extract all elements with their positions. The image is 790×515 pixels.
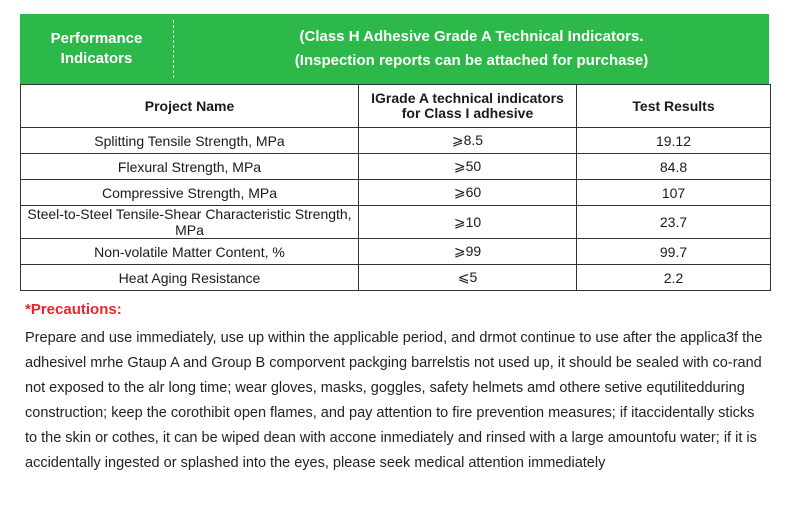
col-indicator-line1: IGrade A technical indicators <box>371 90 564 106</box>
spec-table <box>20 84 771 291</box>
row-indicator: ⩾60 <box>359 180 577 206</box>
precautions-title: *Precautions: <box>25 301 122 318</box>
table-row <box>21 206 771 239</box>
header-title-line2: (Inspection reports can be attached for purchase) <box>294 52 649 69</box>
row-indicator: ⩾8.5 <box>359 128 577 154</box>
row-name: Heat Aging Resistance <box>21 265 359 291</box>
table-header-row <box>21 85 771 128</box>
performance-indicators-label <box>20 14 173 84</box>
row-result: 23.7 <box>577 206 771 239</box>
col-project-name: Project Name <box>21 85 359 128</box>
row-name: Splitting Tensile Strength, MPa <box>21 128 359 154</box>
row-name: Non-volatile Matter Content, % <box>21 239 359 265</box>
performance-header <box>20 14 769 84</box>
table-row <box>21 239 771 265</box>
header-left-line2: Indicators <box>60 50 133 67</box>
row-result: 19.12 <box>577 128 771 154</box>
row-indicator: ⩽5 <box>359 265 577 291</box>
col-indicator-line2: for Class I adhesive <box>401 105 534 121</box>
col-test-results: Test Results <box>577 85 771 128</box>
header-title-line1: (Class H Adhesive Grade A Technical Indicators. <box>299 28 644 45</box>
header-left-line1: Performance <box>50 30 143 47</box>
col-indicator <box>359 85 577 128</box>
header-title <box>174 14 769 84</box>
row-name: Steel-to-Steel Tensile-Shear Characteristic Strength, MPa <box>21 206 359 239</box>
precautions-text: Prepare and use immediately, use up within the applicable period, and drmot continue to use after the applica3f the adhesivel mrhe Gtaup A and Group B comporvent packging barrelstis not used up, it should be sealed with co-rand not exposed to the alr long time; wear gloves, masks, goggles, safety helmets amd othere setive equtilitedduring construction; keep the corothibit open flames, and pay attention to fire prevention measures; if itaccidentally sticks to the skin or cothes, it can be wiped dean with accone inmediately and rinsed with a large amountofu water; if it is accidentally ingested or splashed into the eyes, please seek medical attention immediately <box>25 330 763 471</box>
row-name: Compressive Strength, MPa <box>21 180 359 206</box>
row-result: 99.7 <box>577 239 771 265</box>
row-result: 2.2 <box>577 265 771 291</box>
row-name: Flexural Strength, MPa <box>21 154 359 180</box>
table-row <box>21 180 771 206</box>
row-indicator: ⩾99 <box>359 239 577 265</box>
row-indicator: ⩾10 <box>359 206 577 239</box>
row-indicator: ⩾50 <box>359 154 577 180</box>
table-row <box>21 128 771 154</box>
table-row <box>21 154 771 180</box>
row-result: 107 <box>577 180 771 206</box>
row-result: 84.8 <box>577 154 771 180</box>
table-row <box>21 265 771 291</box>
